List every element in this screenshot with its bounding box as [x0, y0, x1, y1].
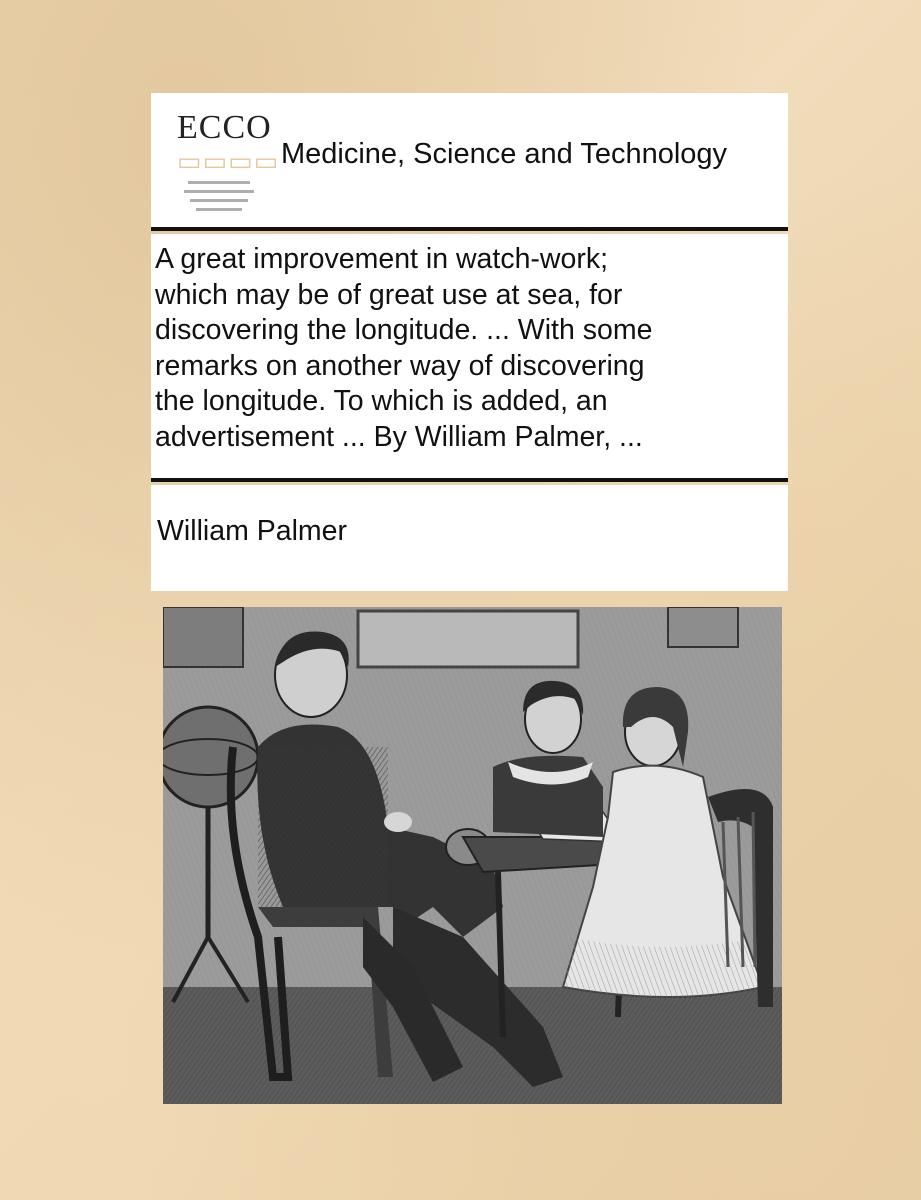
title-line: the longitude. To which is added, an: [155, 385, 608, 417]
logo-text: ECCO: [177, 109, 272, 146]
title-panel: [151, 234, 788, 478]
title-line: advertisement ... By William Palmer, ...: [155, 420, 643, 453]
title-line: discovering the longitude. ... With some: [155, 314, 653, 346]
engraving-image: [163, 607, 782, 1104]
author-panel: [151, 485, 788, 591]
cover-illustration: [163, 607, 782, 1104]
divider-rule: [151, 478, 788, 482]
title-line: remarks on another way of discovering: [155, 349, 645, 382]
title-line: A great improvement in watch-work;: [155, 243, 609, 275]
collection-name: Medicine, Science and Technology: [281, 138, 728, 170]
divider-rule: [151, 227, 788, 231]
logo-reflection: ▭▭▭▭: [177, 147, 280, 176]
ecco-logo: [165, 105, 280, 215]
title-line: which may be of great use at sea, for: [155, 278, 623, 311]
logo-fine-print: [179, 181, 259, 217]
header-panel: [151, 93, 788, 227]
book-title: [155, 242, 787, 455]
book-author: William Palmer: [157, 515, 348, 547]
